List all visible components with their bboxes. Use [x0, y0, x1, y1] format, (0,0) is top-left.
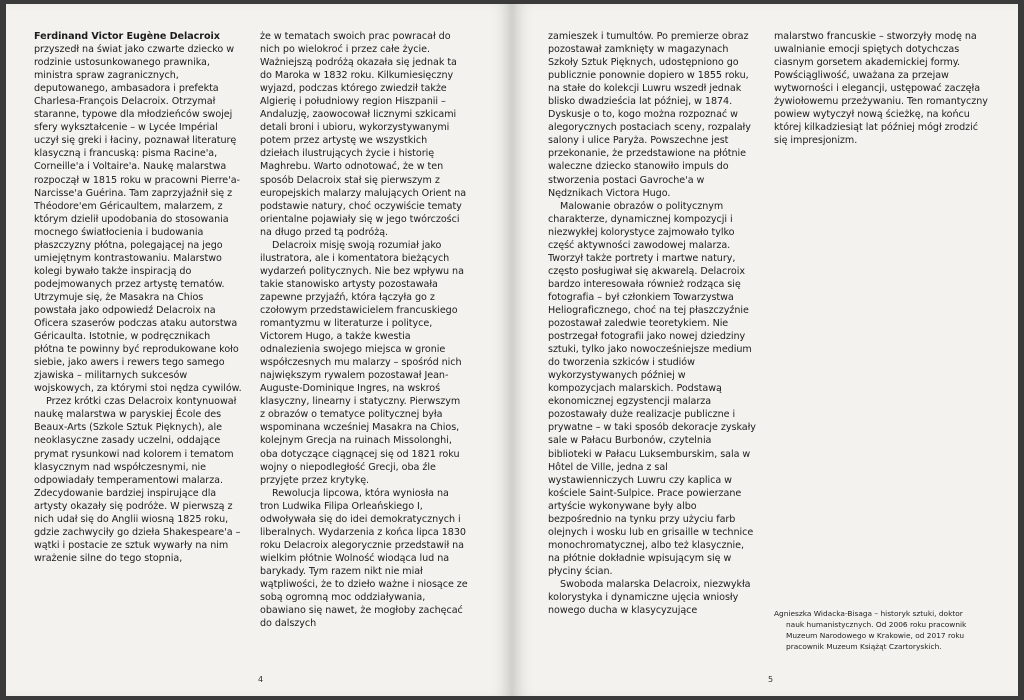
- paragraph: Malowanie obrazów o politycznym charakterze, dynamicznej kompozycji i niezwykłej kolorystyce zajmowało tylko część aktywności zawodowej malarza. Tworzył także portrety i martwe natury, często posługiwał się akwarelą. Delacroix bardzo interesowała również rodząca się fotografia – był członkiem Towarzystwa Heliograficznego, choć na tej płaszczyźnie pozostawał zaledwie teoretykiem. Nie postrzegał fotografii jako nowej dziedziny sztuki, tylko jako nowocześniejsze medium do tworzenia szkiców i studiów wykorzystywanych później w kompozycjach malarskich. Podstawą ekonomicznej egzystencji malarza pozostawały duże realizacje publiczne i prywatne – w taki sposób dekoracje zyskały sale w Pałacu Burbonów, czytelnia biblioteki w Pałacu Luksemburskim, sala w Hôtel de Ville, jedna z sal wystawienniczych Luwru czy kaplica w kościele Saint-Sulpice. Prace powierzane artyście wykonywane były albo bezpośrednio na tynku przy użyciu farb olejnych i wosku lub en grisaille w technice monochromatycznej, albo też klasycznie, na płótnie dokładnie wpisującym się w płyciny ścian.: [548, 200, 756, 577]
- author-bio-line: Agnieszka Widacka-Bisaga – historyk sztuki, doktor: [774, 609, 963, 618]
- left-page: [6, 4, 512, 696]
- author-bio-continuation: nauk humanistycznych. Od 2006 roku pracownik Muzeum Narodowego w Krakowie, od 2017 roku pracownik Muzeum Książąt Czartoryskich.: [786, 620, 967, 651]
- paragraph: Swoboda malarska Delacroix, niezwykła kolorystyka i dynamiczne ujęcia wniosły nowego ducha w klasycyzujące: [548, 578, 751, 617]
- left-column-2: [260, 30, 468, 630]
- paragraph: malarstwo francuskie – stworzyły modę na uwalnianie emocji spiętych dotychczas ciasnym gorsetem akademickiej formy. Powściągliwość, uważana za przejaw wytworności i elegancji, ustępować zaczęła żywiołowemu przeżywaniu. Ten romantyczny powiew wytyczył nową ścieżkę, na końcu której kilkadziesiąt lat później mógł zrodzić się impresjonizm.: [774, 31, 988, 147]
- right-column-2: [774, 30, 988, 147]
- page-number: 4: [258, 675, 264, 684]
- paragraph-text: przyszedł na świat jako czwarte dziecko w rodzinie ustosunkowanego prawnika, ministra spraw zagranicznych, deputowanego, ambasadora i prefekta Charlesa-François Delacroix. Otrzymał staranne, typowe dla młodzieńców swojej sfery wykształcenie – w Lycée Impérial uczył się greki i łaciny, poznawał literaturę klasyczną i francuską: pisma Racine'a, Corneille'a i Voltaire'a. Naukę malarstwa rozpoczął w 1815 roku w pracowni Pierre'a-Narcisse'a Guérina. Tam zaprzyjaźnił się z Théodore'em Géricaultem, malarzem, z którym dzielił upodobania do stosowania mocnego światłocienia i budowania płaszczyzny płótna, polegającej na jego umiejętnym kontrastowaniu. Malarstwo kolegi bywało także inspiracją do podejmowanych przez artystę tematów. Utrzymuje się, że Masakra na Chios powstała jako odpowiedź Delacroix na Oficera szaserów podczas ataku autorstwa Géricaulta. Istotnie, w podręcznikach płótna te powinny być reprodukowane koło siebie, jako awers i rewers tego samego zjawiska – militarnych sukcesów wojskowych, za którymi stoi nędza cywilów.: [34, 44, 242, 395]
- right-page: [512, 4, 1018, 696]
- paragraph: [34, 30, 242, 395]
- right-column-1: [548, 30, 756, 617]
- book-spread: [6, 4, 1018, 696]
- author-name: Ferdinand Victor Eugène Delacroix: [34, 31, 220, 42]
- author-bio: [774, 608, 988, 652]
- paragraph: zamieszek i tumultów. Po premierze obraz pozostawał zamknięty w magazynach Szkoły Sztuk Pięknych, udostępniono go publicznie ponownie dopiero w 1855 roku, na stałe do kolekcji Luwru wszedł jednak blisko dwadzieścia lat później, w 1874. Dyskusje o to, kogo można rozpoznać w alegorycznych postaciach sceny, rozpalały salony i ulice Paryża. Powszechne jest przekonanie, że przedstawione na płótnie waleczne dziecko stanowiło impuls do stworzenia postaci Gavroche'a w Nędznikach Victora Hugo.: [548, 31, 751, 199]
- left-column-1: [34, 30, 242, 565]
- page-number: 5: [768, 675, 774, 684]
- paragraph: Delacroix misję swoją rozumiał jako ilustratora, ale i komentatora bieżących wydarzeń politycznych. Nie bez wpływu na takie stanowisko artysty pozostawała zapewne przyjaźń, która łączyła go z czołowym przedstawicielem francuskiego romantyzmu w literaturze i polityce, Victorem Hugo, a także kwestia odnalezienia swojego miejsca w gronie współczesnych mu malarzy – spośród nich największym rywalem pozostawał Jean-Auguste-Dominique Ingres, na wskroś klasyczny, linearny i statyczny. Pierwszym z obrazów o tematyce politycznej była wspominana wcześniej Masakra na Chios, kolejnym Grecja na ruinach Missolonghi, oba dotyczące ciągnącej się od 1821 roku wojny o niepodległość Grecji, oba źle przyjęte przez krytykę.: [260, 239, 464, 486]
- paragraph: że w tematach swoich prac powracał do nich po wielokroć i przez całe życie. Ważniejszą podróżą okazała się jednak ta do Maroka w 1832 roku. Kilkumiesięczny wyjazd, podczas którego zwiedził także Algierię i południowy region Hiszpanii – Andaluzję, zaowocował licznymi szkicami detali broni i ubioru, wykorzystywanymi potem przez artystę we wszystkich dziełach ilustrujących życie i historię Maghrebu. Warto odnotować, że w ten sposób Delacroix stał się pierwszym z europejskich malarzy malujących Orient na podstawie natury, choć oczywiście tematy orientalne pojawiały się w jego twórczości na długo przed tą podróżą.: [260, 31, 467, 238]
- paragraph: Przez krótki czas Delacroix kontynuował naukę malarstwa w paryskiej École des Beaux-Arts (Szkole Sztuk Pięknych), ale neoklasyczne zasady uczelni, oddające prymat rysunkowi nad kolorem i tematom klasycznym nad współczesnymi, nie odpowiadały temperamentowi malarza. Zdecydowanie bardziej inspirujące dla artysty okazały się podróże. W pierwszą z nich udał się do Anglii wiosną 1825 roku, gdzie zachwyciły go dzieła Shakespeare'a – wątki i postacie ze sztuk wywarły na nim wrażenie silne do tego stopnia,: [34, 396, 241, 564]
- paragraph: Rewolucja lipcowa, która wyniosła na tron Ludwika Filipa Orleańskiego I, odwoływała się do idei demokratycznych i liberalnych. Wydarzenia z końca lipca 1830 roku Delacroix alegorycznie przedstawił na wielkim płótnie Wolność wiodąca lud na barykady. Tym razem nikt nie miał wątpliwości, że to dzieło ważne i niosące ze sobą ogromną moc oddziaływania, obawiano się nawet, że mogłoby zachęcać do dalszych: [260, 487, 468, 630]
